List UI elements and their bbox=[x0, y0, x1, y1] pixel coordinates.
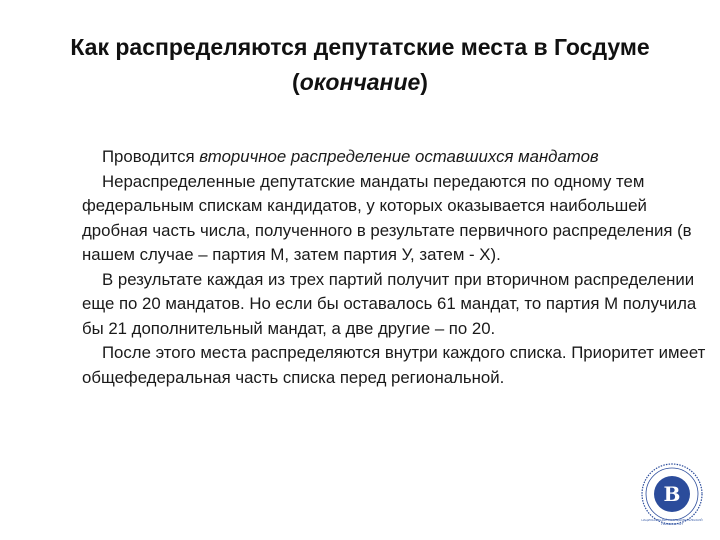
paragraph-4-text: После этого места распределяются внутри каждого списка. Приоритет имеет общефедеральная часть списка перед региональной. bbox=[82, 343, 706, 387]
paragraph-2 bbox=[82, 170, 712, 268]
logo-caption: НАЦИОНАЛЬНЫЙ ИССЛЕДОВАТЕЛЬСКИЙ УНИВЕРСИТЕТ bbox=[641, 518, 703, 526]
slide-title bbox=[0, 30, 720, 100]
paragraph-4 bbox=[82, 341, 712, 390]
title-italic-word: окончание bbox=[299, 69, 421, 95]
paragraph-2-text: Нераспределенные депутатские мандаты передаются по одному тем федеральным спискам кандидатов, у которых оказывается наибольшей дробная часть числа, полученного в результате первичного распределения (в нашем случае – партия М, затем партия У, затем - Х). bbox=[82, 171, 692, 264]
title-line-2 bbox=[0, 65, 720, 100]
paragraph-1-prefix: Проводится bbox=[102, 147, 200, 166]
title-paren-close: ) bbox=[420, 69, 428, 95]
university-logo-icon bbox=[640, 462, 704, 526]
title-line-1: Как распределяются депутатские места в Госдуме bbox=[70, 34, 650, 60]
paragraph-3 bbox=[82, 268, 712, 342]
paragraph-3-text: В результате каждая из трех партий получит при вторичном распределении еще по 20 мандатов. Но если бы оставалось 61 мандат, то партия М получила бы 21 дополнительный мандат, а две другие – по 20. bbox=[82, 269, 697, 338]
slide-body bbox=[82, 145, 712, 390]
paragraph-1 bbox=[82, 145, 712, 170]
paragraph-1-italic: вторичное распределение оставшихся мандатов bbox=[199, 147, 599, 166]
logo-letter: В bbox=[663, 482, 681, 506]
title-paren-open: ( bbox=[292, 69, 300, 95]
